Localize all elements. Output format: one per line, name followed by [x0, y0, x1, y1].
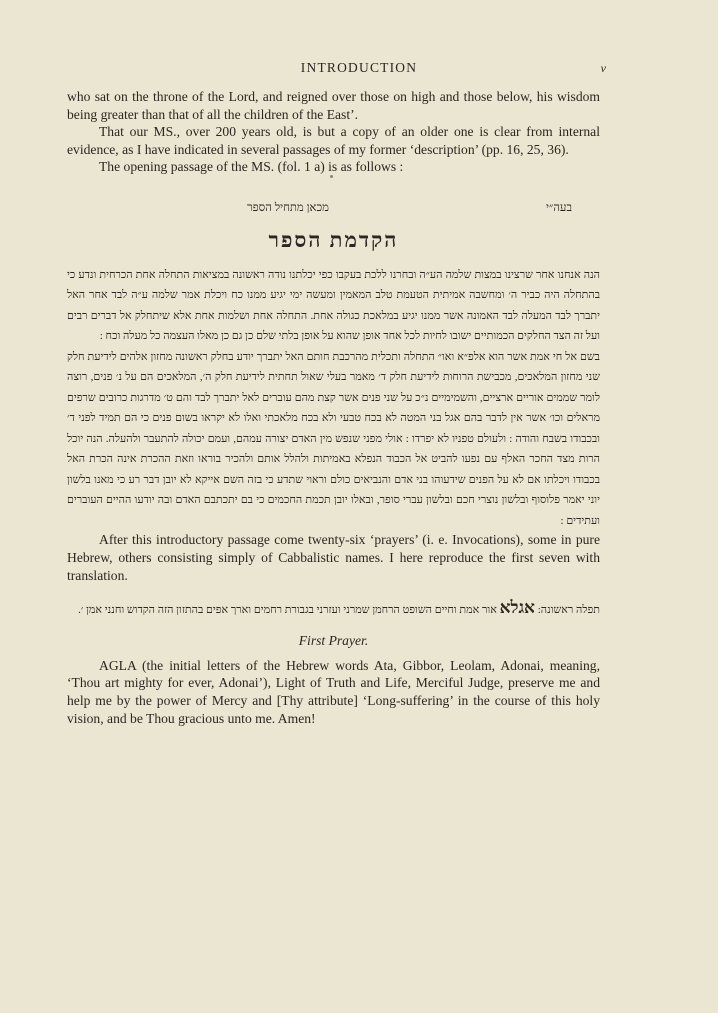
prayer-title: First Prayer.: [298, 632, 369, 648]
prayer-hebrew-lead: תפלה ראשונה:: [537, 604, 600, 617]
running-head: INTRODUCTION: [300, 60, 418, 75]
hebrew-header-right: בעה״י: [545, 201, 572, 214]
paragraph-continuation: who sat on the throne of the Lord, and reigned over those on high and those below, his wisdom being greater than that of all the children of the East’.: [67, 89, 600, 122]
agla-word: אגלא: [499, 598, 535, 618]
hebrew-text-block: [67, 265, 600, 532]
page-number: v: [600, 61, 606, 75]
page-body: [67, 88, 600, 727]
paragraph-ms-age: That our MS., over 200 years old, is but a copy of an older one is clear from internal evidence, as I have indicated in several passages of my former ‘description’ (pp. 16, 25, 36).: [67, 124, 600, 157]
hebrew-title: הקדמת הספר: [268, 227, 399, 252]
paragraph-after-passage: After this introductory passage come twenty-six ‘prayers’ (i. e. Invocations), some in pure Hebrew, others consisting simply of Cabbalistic names. I here reproduce the first seven with translation.: [67, 532, 600, 583]
paragraph-opening-intro: The opening passage of the MS. (fol. 1 a) is as follows :: [99, 159, 404, 175]
hebrew-header-line: [67, 196, 600, 226]
first-prayer-hebrew: [67, 598, 600, 621]
hebrew-paragraph: הנה אנחנו אחר שרצינו במצות שלמה הע״ה ובחרנו ללכת בעקבו כפי יכלתנו נודה ראשונה במציאות התחלה אחת הכרחית ונדע כי בהתחלה היה כביר ה׳ ומחשבה אמיתית הטעמת טלב המאמין ומעשה ימי יגיע ממנו כח ויכלת אמר שלמה ע״ה לבד אחר האל יתברך לבד המעלה לבד האמונה אשר ממנו יגיע במלאכת כגולה אחת. התחלה אחת ושלמות אחת אלא שיתחלק אל דברים רבים ועל זה הצד החלקים הכמותיים ישובו לחיות לכל אחד אופן שהוא על אופן בלתי שלם כן גם כן מאלו העצמה כל מעלה וכח :: [67, 268, 600, 343]
hebrew-paragraph: בשם אל חי אמת אשר הוא אלפ״א ואו״ התחלה ותכלית מהרכבת חותם האל יתברך יודע בחלק ראשונה מחזון אלהים לידיעת חלק שני מחזון המלאכים, מכבישת הרוחות לידיעת חלק ד׳ מאמר בעלי שאול תחתית לידיעת חלק ה׳, המלאכים הם על נ׳ פנים, רוצה לומר שממים אוריים ארציים, והשמימיים נ״כ על שני פנים אשר קצת מהם עוברים לאל יתברך לבד והם ט׳ מדרגות כרובים שרפים מראלים וכו׳ אשר אין לדבר בהם אגל בני המטה לא בכח טבעי ולא בכח מלאכתי ואלו לא יקראו בשום פנים כי הם תמיד לפני ד׳ ובכבודו בשבח והודה : ולעולם טפניו לא יפרדו : אולי מפני שנפש מין האדם יצורה עמהם, ועמם יכולה להתעבר ולהעלה. הנה יוכל הרות מצד החכר האלף עם נפעו להביט אל הכבוד הנפלא באמיתות ולהלל אותם ולהכיר בוראו וזאת ההכרת אינה הכרת האל בכבודו ויכלתו אם לא על הפנים שידעוהו בני אדם והנביאים כולם וראוי שתדע כי בזה השם אייקא לא יובן דבר רע כי מאנו בלשון יוני יאמר פלוסוף ובלשון נוצרי חכם ובלשון עברי סופר, ובאלו יובן תכמת החכמים כי בם יתכתבם האדם ובה יודעו ההיים העוברים ועתידים :: [67, 350, 600, 527]
ink-speck: [330, 175, 333, 178]
prayer-hebrew-text: אור אמת וחיים השופט הרחמן שמרני ועזרני בגבורת רחמים וארך אפים בהתזון הזה הקדוש וחנני אמן ׳.: [78, 604, 497, 617]
hebrew-header-middle: מכאן מתחיל הספר: [247, 201, 329, 214]
page-header: [0, 60, 718, 80]
prayer-translation: AGLA (the initial letters of the Hebrew words Ata, Gibbor, Leolam, Adonai, meaning, ‘Thou art mighty for ever, Adonai’), Light of Truth and Life, Merciful Judge, preserve me and help me by the power of Mercy and [Thy attribute] ‘Long-suffering’ in the course of this holy vision, and be Thou gracious unto me. Amen!: [67, 657, 600, 726]
